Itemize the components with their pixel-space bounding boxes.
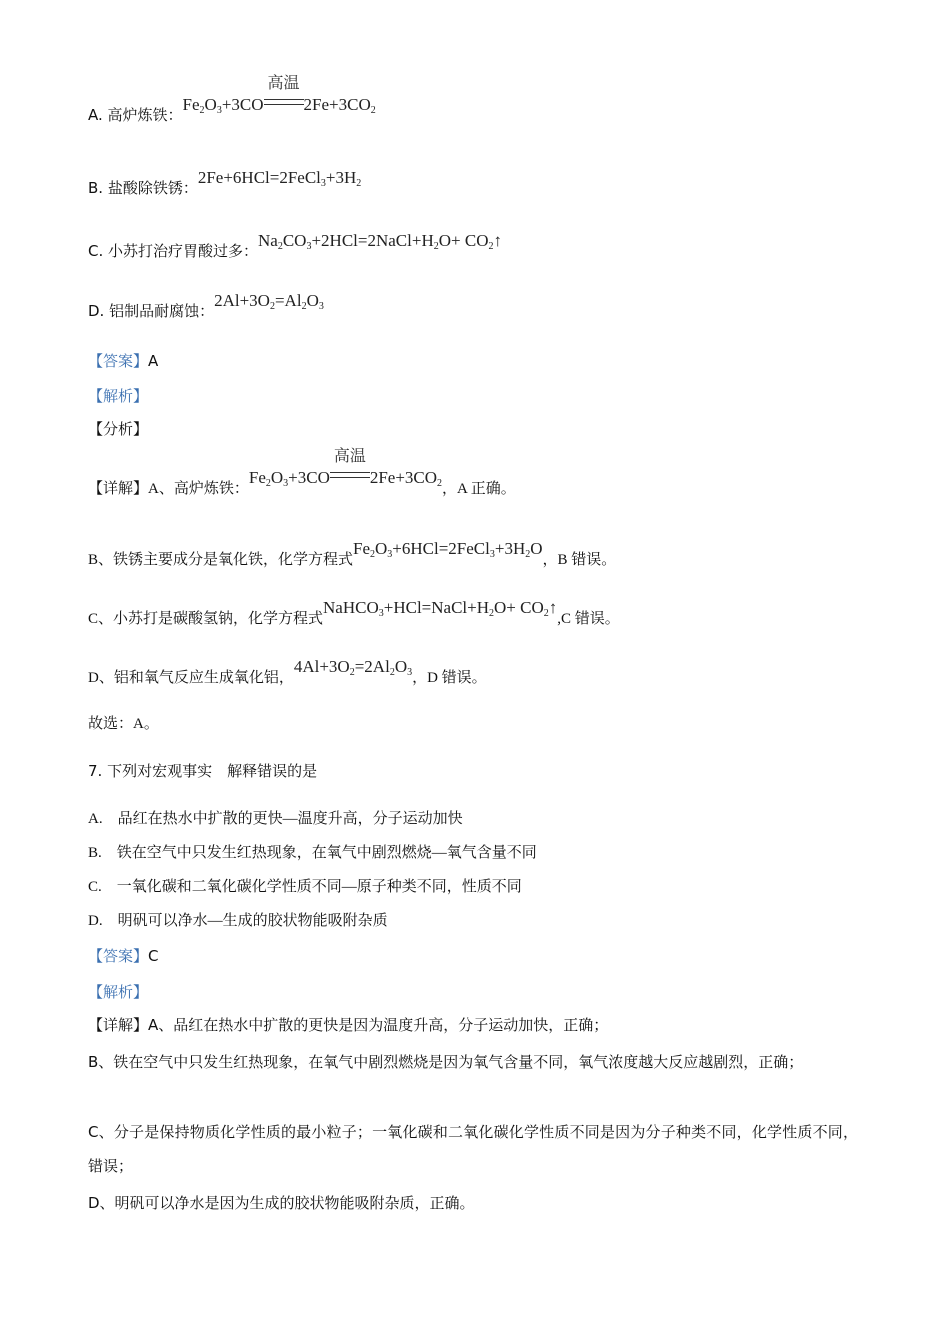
answer-tag: 【答案】 [88, 352, 149, 370]
q7-option-d: D. 明矾可以净水—生成的胶状物能吸附杂质 [88, 913, 388, 929]
q6-detail-b [88, 539, 617, 571]
equation-a: $Fe_2O_3+3CO$ 高温 $2Fe+3CO_2$ [182, 73, 376, 116]
q7-detail-d: D、明矾可以净水是因为生成的胶状物能吸附杂质，正确。 [88, 1194, 475, 1212]
option-a-label: A. 高炉炼铁： [88, 106, 183, 124]
detail-d-prefix: D、铝和氧气反应生成氧化铝， [88, 670, 294, 686]
condition-high-temp: 高温 [264, 94, 304, 116]
q6-answer [88, 350, 158, 372]
q7-analysis-tag: 【解析】 [88, 983, 149, 1001]
detail-c-suffix: ,C 错误。 [557, 611, 620, 627]
q6-option-d [88, 291, 324, 322]
detail-tag: 【详解】 [88, 1016, 149, 1034]
answer-value: C [148, 947, 159, 965]
q7-detail-c: C、分子是保持物质化学性质的最小粒子；一氧化碳和二氧化碳化学性质不同是因为分子种类不同，化学性质不同，错误； [88, 1123, 858, 1175]
detail-c-equation: $NaHCO_3+HCl=NaCl+H_2O+$ $CO_2↑$ [323, 598, 558, 619]
q6-conclusion: 故选：A。 [88, 716, 159, 732]
q7-option-a: A. 品红在热水中扩散的更快—温度升高，分子运动加快 [88, 811, 463, 827]
q6-option-b [88, 168, 362, 199]
detail-c-prefix: C、小苏打是碳酸氢钠，化学方程式 [88, 611, 324, 627]
detail-d-suffix: ，D 错误。 [412, 670, 487, 686]
q6-detail-a [88, 446, 516, 500]
answer-value: A [148, 352, 159, 370]
answer-tag: 【答案】 [88, 947, 149, 965]
q7-option-b: B. 铁在空气中只发生红热现象，在氧气中剧烈燃烧—氧气含量不同 [88, 845, 537, 861]
q6-detail-c [88, 598, 620, 630]
q7-detail-b: B、铁在空气中只发生红热现象，在氧气中剧烈燃烧是因为氧气含量不同，氧气浓度越大反应越剧烈，正确； [88, 1053, 804, 1071]
detail-a-equation: $Fe_2O_3+3CO$ 高温 $2Fe+3CO_2$ [248, 446, 443, 489]
q6-detail-d [88, 657, 487, 689]
detail-a-suffix: ，A 正确。 [442, 481, 516, 497]
detail-b-suffix: ，B 错误。 [542, 552, 617, 568]
q6-option-a [88, 73, 376, 126]
detail-d-equation: $4Al+3O_2=2Al_2O_3$ [293, 657, 413, 678]
q7-detail-a [88, 1014, 608, 1036]
condition-high-temp-2: 高温 [330, 467, 370, 489]
detail-b-equation: $Fe_2O_3+6HCl=2FeCl_3+3H_2O$ [353, 539, 543, 560]
equation-c: $Na_2CO_3+2HCl=2NaCl+H_2O+$ $CO_2↑$ [258, 231, 502, 252]
q6-option-c [88, 231, 502, 262]
q7-stem: 7. 下列对宏观事实 解释错误的是 [88, 762, 318, 780]
detail-tag: 【详解】 [88, 479, 149, 497]
option-b-label: B. 盐酸除铁锈： [88, 179, 198, 197]
q7-option-c: C. 一氧化碳和二氧化碳化学性质不同—原子种类不同，性质不同 [88, 879, 522, 895]
q7-answer [88, 945, 159, 967]
q6-analysis-tag: 【解析】 [88, 387, 149, 405]
option-c-label: C. 小苏打治疗胃酸过多： [88, 242, 259, 260]
detail-a-text: A、品红在热水中扩散的更快是因为温度升高，分子运动加快，正确； [148, 1016, 609, 1034]
detail-b-prefix: B、铁锈主要成分是氧化铁，化学方程式 [88, 552, 354, 568]
detail-a-prefix: A、高炉炼铁： [148, 481, 249, 497]
equation-d: $2Al+3O_2=Al_2O_3$ [214, 291, 324, 312]
q6-fenxi-tag: 【分析】 [88, 420, 149, 438]
equation-b: $2Fe+6HCl=2FeCl_3+3H_2$ [197, 168, 362, 189]
option-d-label: D. 铝制品耐腐蚀： [88, 302, 215, 320]
